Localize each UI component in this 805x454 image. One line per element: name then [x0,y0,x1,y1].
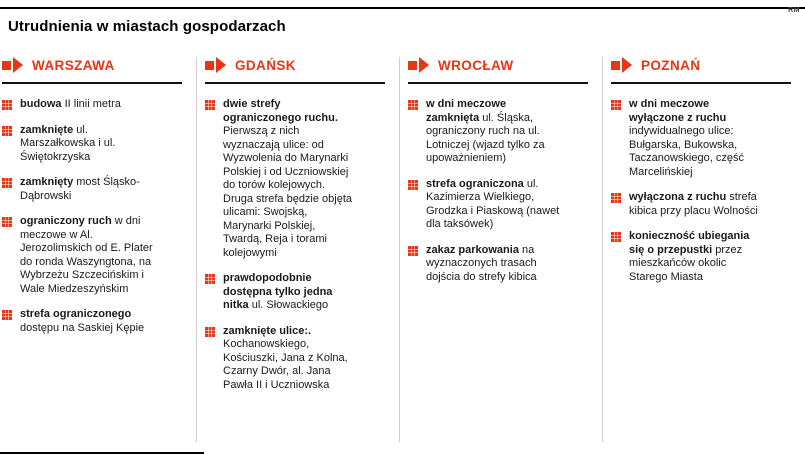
item-text [20,176,154,203]
item-text-bold: zakaz parkowania [426,243,522,256]
item-text-regular: II linii metra [64,98,121,110]
list-item [2,176,182,203]
grid-bullet-icon [611,193,614,196]
infographic [0,7,805,442]
city-name: POZNAŃ [641,57,701,73]
item-text-regular: Kochanowskiego, Kościuszki, Jana z Kolna, Czarny Dwór, al. Jana Pawła II i Uczniowska [223,338,348,391]
item-text-regular: dostępu na Saskiej Kępie [20,321,145,334]
top-rule [0,7,805,9]
list-item [2,308,182,335]
item-text-bold: zamknięte ulice:. [223,324,312,337]
item-text-regular: ul. Słowackiego [251,299,329,311]
item-text-bold: w dni meczowe zamknięta [426,98,507,124]
grid-bullet-icon [2,310,5,313]
item-text [223,272,357,313]
grid-bullet-icon [2,126,5,129]
city-column [196,57,399,442]
arrow-icon [205,57,226,73]
item-list [2,98,182,335]
item-text-bold: wyłączona z ruchu [629,191,730,203]
item-text-bold: strefa ograniczonego [20,308,132,320]
item-text-regular: Pierwszą z nich wyznaczają ulice: od Wyzwolenia do Marynarki Polskiej i od Uczniowskiej do torów kolejowych. Druga strefa będzie objęta ulicami: Swojską, Marynarki Polskiej, Twardą, Reja i torami kolejowymi [223,125,353,259]
city-column [602,57,805,442]
item-text-regular: przez mieszkańców okolic Starego Miasta [629,243,743,283]
item-list [205,98,385,392]
item-text-bold: prawdopodobnie dostępna tylko jedna nitka [223,272,333,311]
grid-bullet-icon [408,100,411,103]
item-text-regular: ul. Marszałkowska i ul. Świętokrzyska [20,123,116,163]
item-text-regular: indywidualnego ulice: Bułgarska, Bukowska, Taczanowskiego, część Marcelińskiej [629,125,744,178]
city-name: WROCŁAW [438,57,514,73]
item-text-bold: budowa [20,98,65,110]
item-text [223,98,357,260]
list-item [611,230,791,284]
item-text-regular: strefa kibica przy placu Wolności [629,191,758,217]
item-text [223,325,357,393]
grid-bullet-icon [205,274,208,277]
item-text-regular: most Śląsko-Dąbrowski [20,176,140,202]
list-item [2,215,182,296]
item-text [426,178,560,232]
grid-bullet-icon [408,246,411,249]
list-item [2,98,182,112]
city-name: WARSZAWA [32,57,115,73]
credit: RM [788,7,800,14]
item-text-bold: zamknięty [20,176,77,188]
item-list [611,98,791,284]
list-item [408,178,588,232]
page-title: Utrudnienia w miastach gospodarzach [8,18,286,35]
item-text-bold: konieczność ubiegania się o przepustki [629,230,750,256]
arrow-icon [611,57,632,73]
item-text [629,230,763,284]
grid-bullet-icon [2,100,5,103]
city-header [408,57,588,84]
item-list [408,98,588,284]
grid-bullet-icon [408,180,411,183]
list-item [205,98,385,260]
item-text-bold: strefa ograniczona [426,177,527,190]
item-text [629,191,763,218]
item-text-regular: ul. Kazimierza Wielkiego, Grodzka i Piaskową (nawet dla taksówek) [426,177,560,230]
grid-bullet-icon [205,100,208,103]
city-header [611,57,791,84]
item-text-bold: dwie strefy ograniczonego ruchu. [223,98,338,124]
columns [0,57,805,442]
grid-bullet-icon [611,232,614,235]
list-item [611,98,791,179]
item-text [20,215,154,296]
grid-bullet-icon [205,327,208,330]
list-item [408,98,588,166]
arrow-icon [408,57,429,73]
city-column [399,57,602,442]
item-text [426,98,560,166]
city-name: GDAŃSK [235,57,296,73]
item-text-bold: w dni meczowe wyłączone z ruchu [629,98,727,124]
list-item [205,325,385,393]
grid-bullet-icon [2,178,5,181]
item-text-regular: na wyznaczonych trasach dojścia do strefy kibica [426,243,537,283]
city-header [2,57,182,84]
grid-bullet-icon [2,217,5,220]
item-text [20,98,121,112]
list-item [611,191,791,218]
arrow-icon [2,57,23,73]
list-item [205,272,385,313]
item-text [426,244,560,285]
item-text-bold: ograniczony ruch [20,215,115,227]
item-text [20,308,154,335]
city-header [205,57,385,84]
item-text-regular: ul. Śląska, ograniczony ruch na ul. Lotniczej (wjazd tylko za upoważnieniem) [426,111,545,164]
item-text-regular: w dni meczowe w Al. Jerozolimskich od E. Plater do ronda Waszyngtona, na Wybrzeżu Szczecińskim i Wale Miedzeszyńskim [20,215,153,295]
list-item [408,244,588,285]
city-column [0,57,196,442]
item-text-bold: zamknięte [20,123,77,136]
grid-bullet-icon [611,100,614,103]
item-text [629,98,763,179]
item-text [20,124,154,165]
list-item [2,124,182,165]
